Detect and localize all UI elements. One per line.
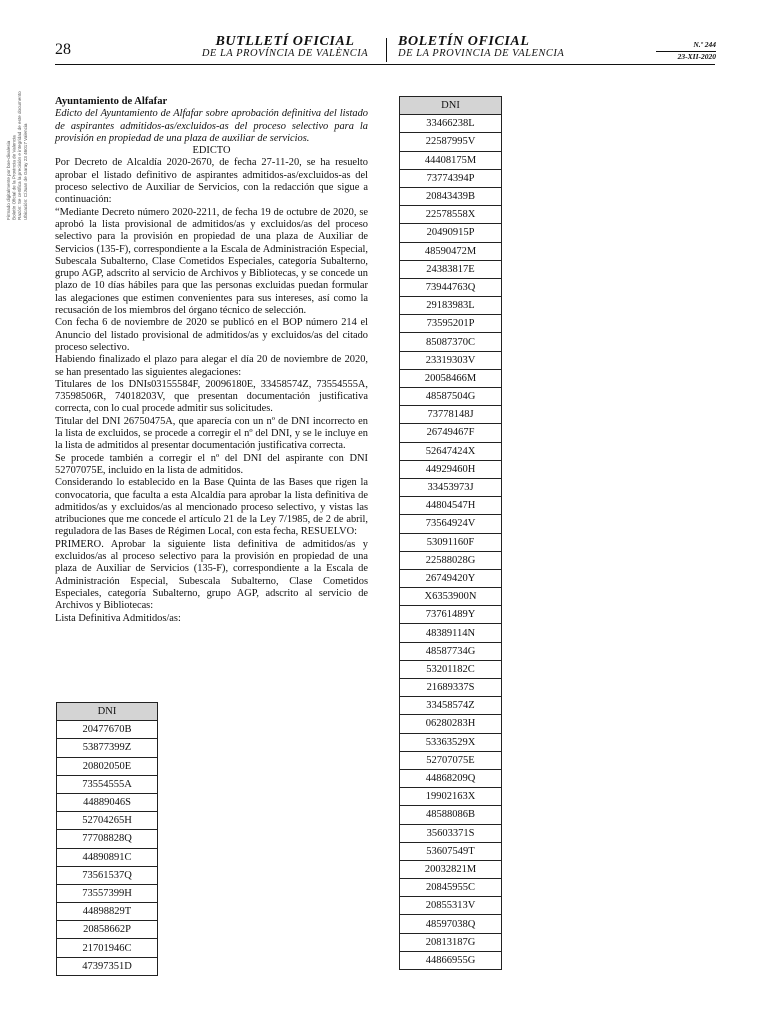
table-row — [400, 915, 502, 933]
table-row — [57, 957, 158, 975]
signature-line: Firmado digitalmente por boe-divalesia — [6, 140, 11, 220]
edicto-heading: EDICTO — [192, 145, 231, 157]
table-row — [400, 533, 502, 551]
table-row — [400, 406, 502, 424]
dni-cell: 48597038Q — [400, 915, 502, 933]
dni-cell: 44889046S — [57, 793, 158, 811]
paragraph: Titular del DNI 26750475A, que aparecía con un nº de DNI incorrecto en la lista de excluidos, se procede a corregir el nº del DNI, y se le incluye en la lista de admitidos al presentar documentación justificativa correcta. — [55, 415, 368, 452]
header-title-spanish: BOLETÍN OFICIAL — [398, 34, 530, 49]
table-row — [400, 351, 502, 369]
dni-cell: 52704265H — [57, 812, 158, 830]
paragraph: “Mediante Decreto número 2020-2211, de fecha 19 de octubre de 2020, se aprobó la lista provisional de admitidos/as y excluidos/as del proceso selectivo para la provisión en propiedad de una plaza de Auxiliar de Servicios (135-F), correspondiente a la Escala de Administración Especial, Subescala Subalterno, Clase Cometidos Especiales, categoría Subalterno, grupo AGP, adscrito al servicio de Archivos y Bibliotecas, y se concede un plazo de 10 días hábiles para que las personas excluidas puedan formular las alegaciones que estimen convenientes para sus intereses, así como la recusación de los miembros del órgano técnico de selección. — [55, 206, 368, 317]
table-row — [400, 206, 502, 224]
table-row — [57, 775, 158, 793]
dni-cell: 52707075E — [400, 751, 502, 769]
edict-summary: Edicto del Ayuntamiento de Alfafar sobre aprobación definitiva del listado de aspirantes admitidos-as/excluidos-as del proceso selectivo para la provisión en propiedad de una plaza de auxiliar de servicios. — [55, 108, 368, 144]
table-row — [400, 824, 502, 842]
dni-cell: 44804547H — [400, 497, 502, 515]
dni-cell: 48590472M — [400, 242, 502, 260]
table-row — [400, 769, 502, 787]
table-row — [57, 830, 158, 848]
dni-cell: 23319303V — [400, 351, 502, 369]
table-row — [400, 297, 502, 315]
header-subtitle-valencian: DE LA PROVÍNCIA DE VALÈNCIA — [201, 48, 369, 59]
table-row — [57, 866, 158, 884]
dni-cell: 21701946C — [57, 939, 158, 957]
table-row — [57, 884, 158, 902]
dni-cell: 47397351D — [57, 957, 158, 975]
table-row — [400, 751, 502, 769]
table-row — [400, 442, 502, 460]
table-row — [400, 169, 502, 187]
dni-cell: 33453973J — [400, 478, 502, 496]
dni-cell: 20855313V — [400, 897, 502, 915]
dni-cell: 20490915P — [400, 224, 502, 242]
dni-cell: 26749467F — [400, 424, 502, 442]
table-row — [400, 606, 502, 624]
table-row — [400, 315, 502, 333]
dni-cell: 35603371S — [400, 824, 502, 842]
table-row — [400, 151, 502, 169]
page-number: 28 — [55, 41, 71, 58]
dni-table-right — [399, 96, 502, 970]
dni-cell: 53607549T — [400, 842, 502, 860]
dni-table-left — [56, 702, 158, 976]
dni-cell: 21689337S — [400, 679, 502, 697]
table-row — [400, 660, 502, 678]
table-row — [400, 842, 502, 860]
dni-cell: 73557399H — [57, 884, 158, 902]
dni-cell: 48588086B — [400, 806, 502, 824]
table-row — [400, 187, 502, 205]
dni-cell: 73595201P — [400, 315, 502, 333]
dni-cell: 85087370C — [400, 333, 502, 351]
table-row — [400, 733, 502, 751]
table-row — [400, 369, 502, 387]
paragraph: Se procede también a corregir el nº del DNI del aspirante con DNI 52707075E, incluido en la lista de admitidos. — [55, 452, 368, 476]
table-row — [400, 260, 502, 278]
header-title-valencian: BUTLLETÍ OFICIAL — [215, 34, 355, 49]
header-subtitle-spanish: DE LA PROVINCIA DE VALENCIA — [398, 48, 565, 59]
table-row — [400, 424, 502, 442]
table-row — [400, 642, 502, 660]
dni-cell: 73944763Q — [400, 278, 502, 296]
dni-cell: 48389114N — [400, 624, 502, 642]
signature-line: Razón: Se certifica la precisión e integridad de este documento — [17, 91, 23, 220]
table-row — [400, 879, 502, 897]
table-row — [400, 115, 502, 133]
table-row — [57, 739, 158, 757]
table-row — [400, 697, 502, 715]
digital-signature-note — [6, 40, 52, 220]
table-row — [400, 278, 502, 296]
table-row — [400, 478, 502, 496]
dni-cell: 06280283H — [400, 715, 502, 733]
table-row — [57, 793, 158, 811]
table-row — [400, 569, 502, 587]
dni-column-header: DNI — [400, 97, 502, 115]
issue-number: N.º 244 — [693, 40, 716, 49]
table-row — [400, 715, 502, 733]
paragraph: Por Decreto de Alcaldía 2020-2670, de fecha 27-11-20, se ha resuelto aprobar el listado definitivo de aspirantes admitidos-as/excluidos-as del proceso selectivo de Auxiliar de Servicios, con la redacción que sigue a continuación: — [55, 157, 368, 206]
dni-cell: 48587504G — [400, 388, 502, 406]
list-label: Lista Definitiva Admitidos/as: — [55, 613, 181, 625]
dni-cell: 20813187G — [400, 933, 502, 951]
header-valencian — [188, 36, 382, 60]
table-row — [400, 388, 502, 406]
dni-cell: 53201182C — [400, 660, 502, 678]
dni-cell: 52647424X — [400, 442, 502, 460]
table-row — [57, 921, 158, 939]
dni-cell: 20477670B — [57, 721, 158, 739]
dni-cell: 73778148J — [400, 406, 502, 424]
table-row — [57, 721, 158, 739]
dni-cell: 33458574Z — [400, 697, 502, 715]
signature-line: Boletín Oficial de la Provincia de Valencia — [11, 135, 17, 220]
table-row — [57, 812, 158, 830]
dni-cell: 24383817E — [400, 260, 502, 278]
table-row — [400, 460, 502, 478]
issue-date: 23-XII-2020 — [656, 51, 716, 61]
table-row — [400, 933, 502, 951]
dni-cell: 22588028G — [400, 551, 502, 569]
dni-cell: 20843439B — [400, 187, 502, 205]
dni-cell: 44890891C — [57, 848, 158, 866]
header-rule — [55, 64, 715, 65]
dni-cell: 20058466M — [400, 369, 502, 387]
dni-cell: 19902163X — [400, 788, 502, 806]
dni-cell: 22578558X — [400, 206, 502, 224]
dni-cell: 26749420Y — [400, 569, 502, 587]
header-spanish — [398, 36, 592, 60]
dni-column-header: DNI — [57, 703, 158, 721]
dni-cell: X6353900N — [400, 588, 502, 606]
table-row — [400, 951, 502, 969]
dni-cell: 77708828Q — [57, 830, 158, 848]
dni-cell: 44866955G — [400, 951, 502, 969]
table-row — [400, 497, 502, 515]
table-row — [57, 757, 158, 775]
left-column — [55, 96, 368, 626]
dni-cell: 73554555A — [57, 775, 158, 793]
table-row — [57, 903, 158, 921]
table-row — [400, 806, 502, 824]
table-row — [400, 242, 502, 260]
table-row — [400, 624, 502, 642]
dni-cell: 22587995V — [400, 133, 502, 151]
dni-cell: 20845955C — [400, 879, 502, 897]
dni-cell: 48587734G — [400, 642, 502, 660]
table-row — [400, 224, 502, 242]
table-row — [400, 788, 502, 806]
dni-cell: 44868209Q — [400, 769, 502, 787]
dni-cell: 20802050E — [57, 757, 158, 775]
paragraph: PRIMERO. Aprobar la siguiente lista definitiva de admitidos/as y excluidos/as al proceso selectivo para la provisión en propiedad de una plaza de Auxiliar de Servicios (135-F), correspondiente a la Escala de Administración Especial, Subescala Subalterno, Clase Cometidos Especiales, categoría Subalterno, grupo AGP, adscrito al servicio de Archivos y Bibliotecas: — [55, 538, 368, 612]
table-row — [400, 588, 502, 606]
table-row — [400, 860, 502, 878]
paragraph: Considerando lo establecido en la Base Quinta de las Bases que rigen la convocatoria, que faculta a esta Alcaldía para aprobar la lista definitiva de admitidos/as y excluidos/as al mencionado proceso selectivo, y vistas las atribuciones que me concede el artículo 21 de la Ley 7/1985, de 2 de abril, reguladora de las Bases de Régimen Local, con esta fecha, RESUELVO: — [55, 477, 368, 538]
dni-cell: 73761489Y — [400, 606, 502, 624]
paragraph: Con fecha 6 de noviembre de 2020 se publicó en el BOP número 214 el Anuncio del listado provisional de admitidos/as y excluidos/as del citado proceso selectivo. — [55, 317, 368, 353]
paragraph: Titulares de los DNIs03155584F, 20096180E, 33458574Z, 73554555A, 73598506R, 74018203V, que presentan documentación justificativa correcta, con lo cual procede admitir sus solicitudes. — [55, 378, 368, 415]
dni-cell: 73564924V — [400, 515, 502, 533]
signature-line: Ubicación: C/Juan de Garay 23 46017 Valencia — [22, 123, 28, 220]
dni-cell: 44898829T — [57, 903, 158, 921]
table-row — [400, 133, 502, 151]
dni-cell: 44408175M — [400, 151, 502, 169]
table-row — [400, 551, 502, 569]
dni-cell: 53091160F — [400, 533, 502, 551]
table-row — [400, 333, 502, 351]
dni-cell: 20032821M — [400, 860, 502, 878]
header-divider — [386, 38, 387, 62]
dni-cell: 44929460H — [400, 460, 502, 478]
table-row — [400, 679, 502, 697]
table-row — [400, 515, 502, 533]
dni-cell: 73561537Q — [57, 866, 158, 884]
table-row — [57, 939, 158, 957]
issue-box — [656, 40, 716, 61]
dni-cell: 53877399Z — [57, 739, 158, 757]
dni-cell: 73774394P — [400, 169, 502, 187]
dni-cell: 20858662P — [57, 921, 158, 939]
dni-cell: 33466238L — [400, 115, 502, 133]
table-row — [57, 848, 158, 866]
paragraph: Habiendo finalizado el plazo para alegar el día 20 de noviembre de 2020, se han presentado las siguientes alegaciones: — [55, 354, 368, 378]
dni-cell: 29183983L — [400, 297, 502, 315]
dni-cell: 53363529X — [400, 733, 502, 751]
table-row — [400, 897, 502, 915]
organization-heading: Ayuntamiento de Alfafar — [55, 96, 168, 107]
